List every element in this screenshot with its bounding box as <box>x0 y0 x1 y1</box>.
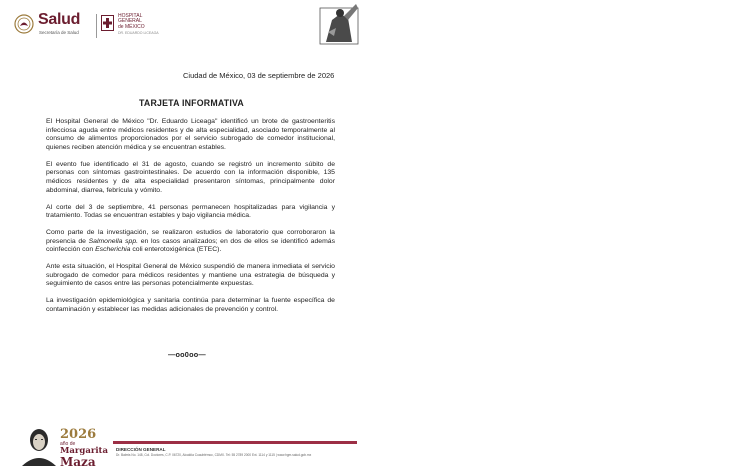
paragraph-1: El Hospital General de México "Dr. Eduardo Liceaga" identificó un brote de gastroenteritis infecciosa aguda entre médicos residentes y de alta especialidad, asociado temporalmente al consumo de alimentos proporcionados por el servicio subrogado de comedor institucional, quienes reciben atención médica y se encuentran estables. <box>46 118 335 151</box>
salud-logo <box>14 12 84 40</box>
year-name-last: Maza <box>60 455 96 469</box>
year-number: 2026 <box>60 427 97 442</box>
eagle-emblem-icon <box>14 14 34 34</box>
hospital-cross-icon <box>101 15 114 31</box>
paragraph-3: Al corte del 3 de septiembre, 41 personas permanecen hospitalizadas para vigilancia y tratamiento. Todas se encuentran estables y bajo vigilancia médica. <box>46 203 335 220</box>
closing-mark: —oo0oo— <box>168 350 206 359</box>
hospital-subtitle: DR. EDUARDO LICEAGA <box>118 31 159 35</box>
paragraph-4: Como parte de la investigación, se realizaron estudios de laboratorio que corroboraron la presencia de Salmonella spp. en los casos analizados; en dos de ellos se identificó además coinfección con Escherichia coli enterotoxigénica (ETEC). <box>46 229 335 254</box>
hospital-name: HOSPITAL GENERAL de MÉXICO <box>118 13 145 30</box>
year-name-first: Margarita <box>60 446 108 456</box>
organism-salmonella: Salmonella spp. <box>88 237 139 245</box>
document-date: Ciudad de México, 03 de septiembre de 2026 <box>183 71 335 80</box>
paragraph-5: Ante esta situación, el Hospital General de México suspendió de manera inmediata el servicio subrogado de comedor para médicos residentes y mantiene una estrategia de búsqueda y seguimiento de casos entre las personas potencialmente expuestas. <box>46 263 335 288</box>
margarita-maza-portrait-icon <box>18 424 60 466</box>
salud-subtitle: Secretaría de Salud <box>39 30 79 35</box>
document-body <box>46 118 335 323</box>
paragraph-2: El evento fue identificado el 31 de agosto, cuando se registró un incremento súbito de personas con síntomas gastrointestinales. De acuerdo con la información disponible, 135 médicos residentes y de alta especialidad presentaron síntomas, principalmente dolor abdominal, diarrea, febrícula y vómito. <box>46 160 335 194</box>
document-title: TARJETA INFORMATIVA <box>139 98 244 108</box>
hospital-logo <box>101 13 161 41</box>
paragraph-6: La investigación epidemiológica y sanitaria continúa para determinar la fuente específica de contaminación y establecer las medidas adicionales de prevención y control. <box>46 297 335 314</box>
logo-divider <box>96 14 97 38</box>
year-dedication <box>60 428 108 468</box>
year-line: año de <box>60 441 76 447</box>
footer-address: Dr. Balmis No. 148, Col. Doctores, C.P. 06720, Alcaldía Cuauhtémoc, CDMX. Tel: 55 2789 2000 Ext. 1114 y 1115 | www.hgm.salud.gob.mx <box>116 453 312 457</box>
footer-rule <box>113 441 357 444</box>
organism-escherichia: Escherichia <box>95 246 131 254</box>
salud-wordmark: Salud <box>38 11 81 28</box>
footer-department: DIRECCIÓN GENERAL <box>116 447 166 452</box>
figure-emblem-icon <box>318 2 362 46</box>
